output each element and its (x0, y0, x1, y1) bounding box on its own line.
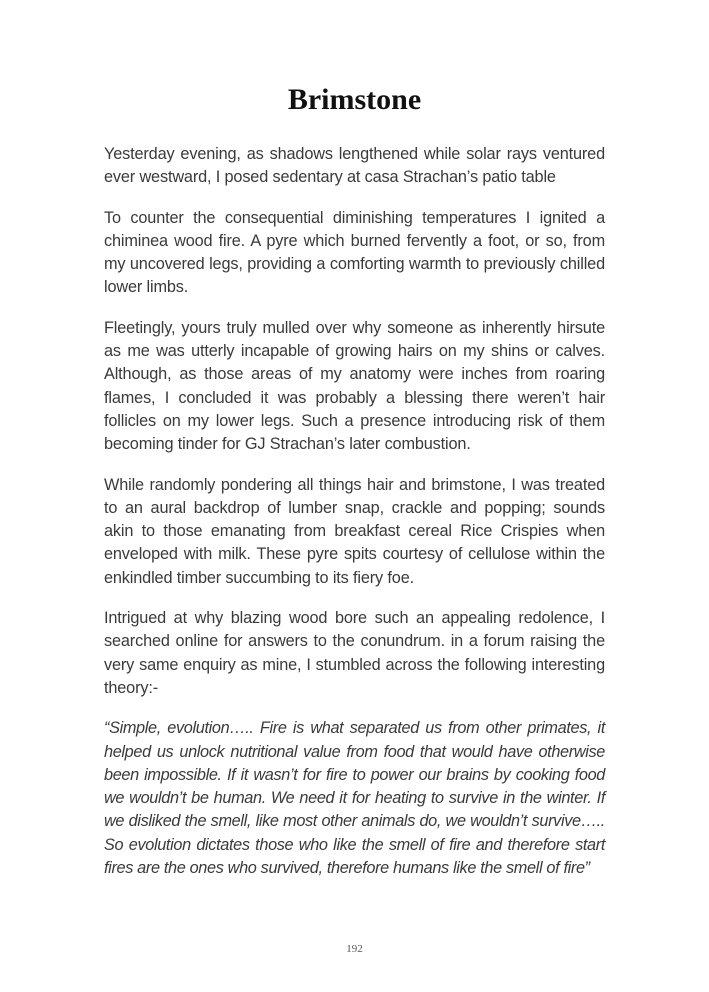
chapter-body (104, 143, 605, 897)
paragraph-5: Intrigued at why blazing wood bore such an appealing redolence, I searched online for answers to the conundrum. in a forum raising the very same enquiry as mine, I stumbled across the following interesting theory:- (104, 609, 605, 697)
paragraph-1: Yesterday evening, as shadows lengthened while solar rays ventured ever westward, I posed sedentary at casa Strachan’s patio table (104, 145, 605, 187)
page-number: 192 (346, 943, 363, 955)
page-title: Brimstone (287, 83, 422, 116)
paragraph-4: While randomly pondering all things hair and brimstone, I was treated to an aural backdrop of lumber snap, crackle and popping; sounds akin to those emanating from breakfast cereal Rice Crispies when enveloped with milk. These pyre spits courtesy of cellulose within the enkindled timber succumbing to its fiery foe. (104, 475, 605, 587)
quoted-theory: “Simple, evolution….. Fire is what separated us from other primates, it helped us unlock nutritional value from food that would have otherwise been impossible. If it wasn’t for fire to power our brains by cooking food we wouldn’t be human. We need it for heating to survive in the winter. If we disliked the smell, like most other animals do, we wouldn’t survive….. So evolution dictates those who like the smell of fire and therefore start fires are the ones who survived, therefore humans like the smell of fire” (104, 719, 605, 878)
paragraph-2: To counter the consequential diminishing temperatures I ignited a chiminea wood fire. A pyre which burned fervently a foot, or so, from my uncovered legs, providing a comforting warmth to previously chilled lower limbs. (104, 208, 605, 297)
paragraph-3: Fleetingly, yours truly mulled over why someone as inherently hirsute as me was utterly incapable of growing hairs on my shins or calves. Although, as those areas of my anatomy were inches from roaring flames, I concluded it was probably a blessing there weren’t hair follicles on my lower legs. Such a presence introducing risk of them becoming tinder for GJ Strachan’s later combustion. (104, 318, 605, 454)
